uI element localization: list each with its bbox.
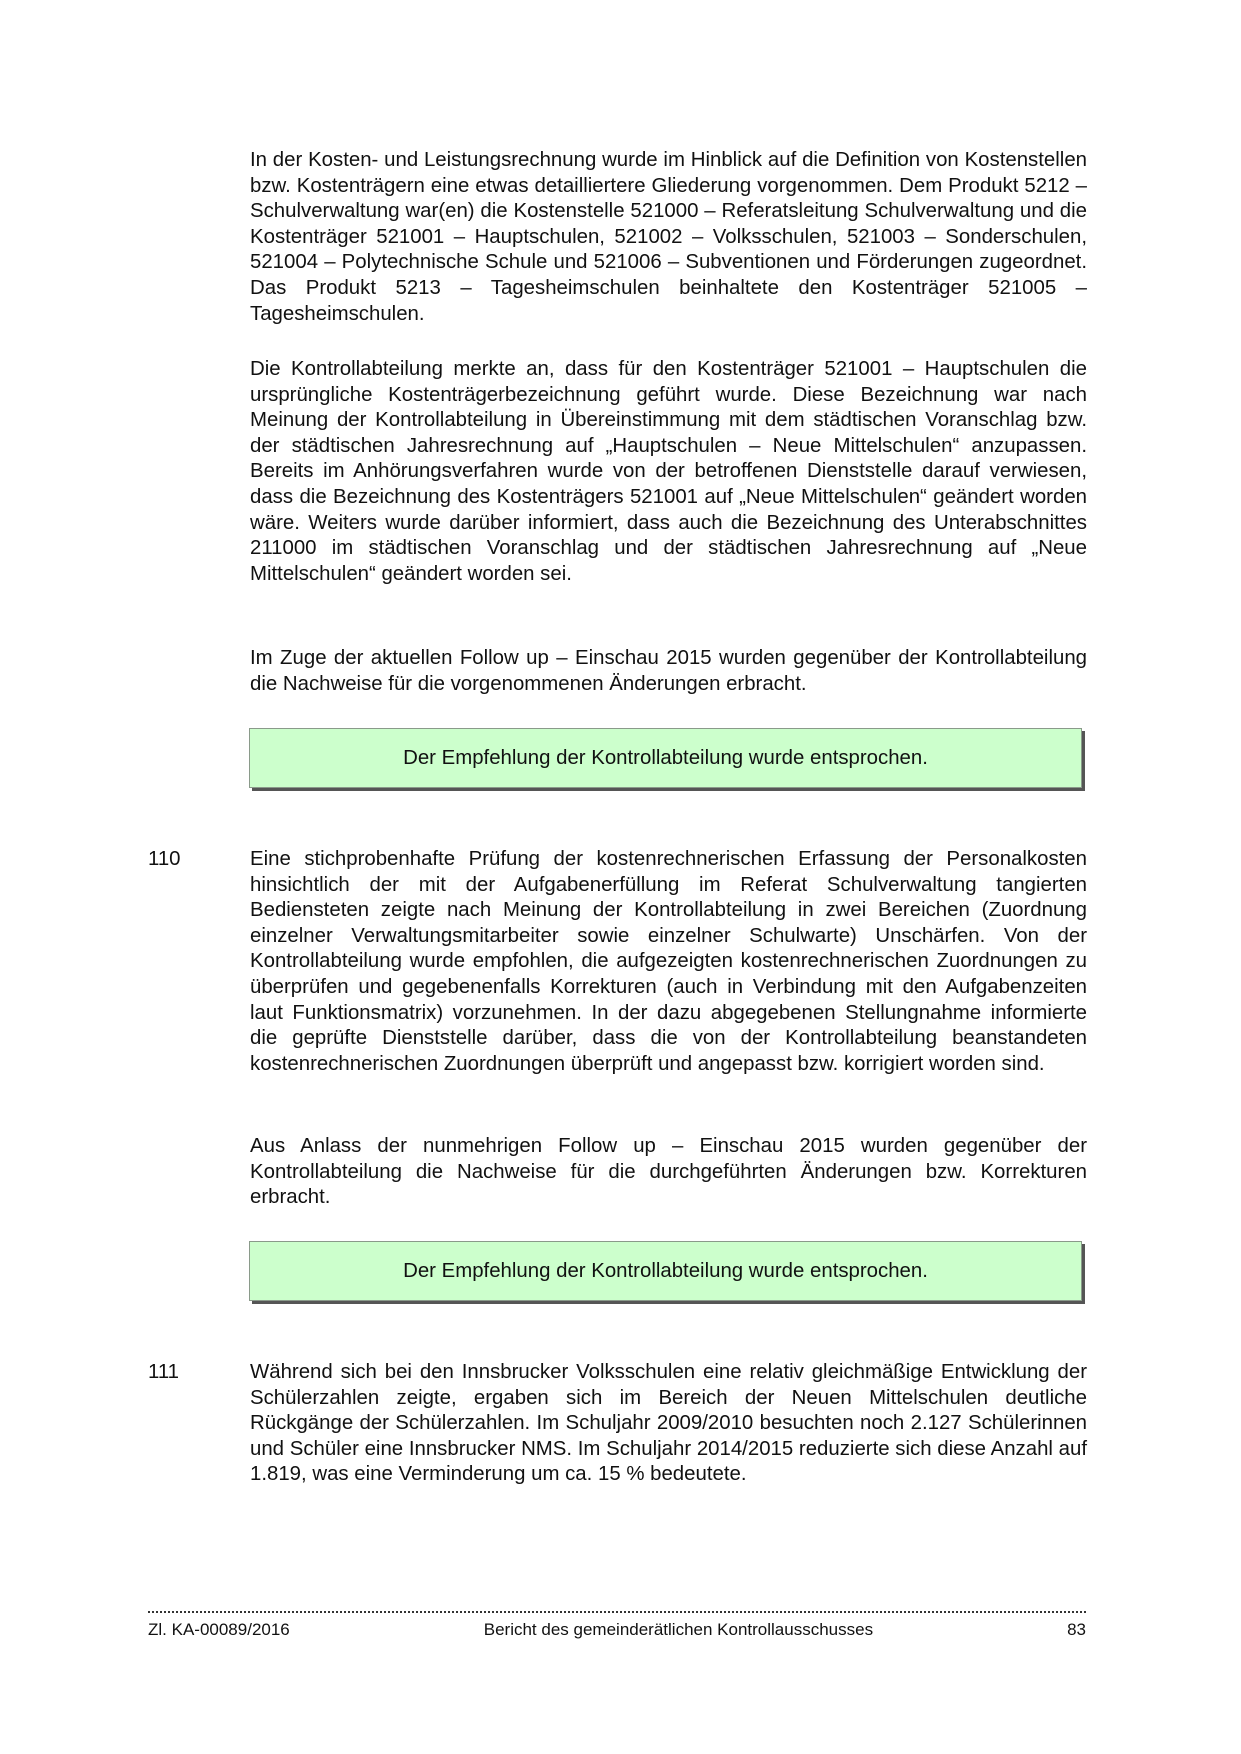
footer-title: Bericht des gemeinderätlichen Kontrollausschusses (483, 1620, 874, 1639)
footer-reference: Zl. KA-00089/2016 (148, 1620, 290, 1639)
recommendation-callout-1: Der Empfehlung der Kontrollabteilung wurde entsprochen. (249, 728, 1082, 788)
paragraph-111: Während sich bei den Innsbrucker Volksschulen eine relativ gleichmäßige Entwicklung der Schülerzahlen zeigte, ergaben sich im Bereich der Neuen Mittelschulen deutliche Rückgänge der Schülerzahlen. Im Schuljahr 2009/2010 besuchten noch 2.127 Schülerinnen und Schüler eine Innsbrucker NMS. Im Schuljahr 2014/2015 reduzierte sich diese Anzahl auf 1.819, was eine Verminderung um ca. 15 % bedeutete. (250, 1361, 1087, 1486)
paragraph-cost-carrier-naming: Die Kontrollabteilung merkte an, dass für den Kostenträger 521001 – Hauptschulen die ursprüngliche Kostenträgerbezeichnung geführt wurde. Diese Bezeichnung war nach Meinung der Kontrollabteilung in Übereinstimmung mit dem städtischen Voranschlag bzw. der städtischen Jahresrechnung auf „Hauptschulen – Neue Mittelschulen“ anzupassen. Bereits im Anhörungsverfahren wurde von der betroffenen Dienststelle darauf verwiesen, dass die Bezeichnung des Kostenträgers 521001 auf „Neue Mittelschulen“ geändert worden wäre. Weiters wurde darüber informiert, dass auch die Bezeichnung des Unterabschnittes 211000 im städtischen Voranschlag und der städtischen Jahresrechnung auf „Neue Mittelschulen“ geändert worden sei. (250, 358, 1087, 585)
section-number-111: 111 (148, 1361, 179, 1383)
footer-page-number: 83 (1067, 1620, 1086, 1639)
page-footer (148, 1620, 1086, 1640)
footer-divider (148, 1611, 1086, 1613)
paragraph-follow-up-1: Im Zuge der aktuellen Follow up – Einschau 2015 wurden gegenüber der Kontrollabteilung die Nachweise für die vorgenommenen Änderungen erbracht. (250, 647, 1087, 695)
recommendation-callout-2: Der Empfehlung der Kontrollabteilung wurde entsprochen. (249, 1241, 1082, 1301)
section-number-110: 110 (148, 848, 181, 870)
paragraph-110: Eine stichprobenhafte Prüfung der kostenrechnerischen Erfassung der Personalkosten hinsichtlich der mit der Aufgabenerfüllung im Referat Schulverwaltung tangierten Bediensteten zeigte nach Meinung der Kontrollabteilung in zwei Bereichen (Zuordnung einzelner Verwaltungsmitarbeiter sowie einzelner Schulwarte) Unschärfen. Von der Kontrollabteilung wurde empfohlen, die aufgezeigten kostenrechnerischen Zuordnungen zu überprüfen und gegebenenfalls Korrekturen (auch in Verbindung mit den Aufgabenzeiten laut Funktionsmatrix) vorzunehmen. In der dazu abgegebenen Stellungnahme informierte die geprüfte Dienststelle darüber, dass die von der Kontrollabteilung beanstandeten kostenrechnerischen Zuordnungen überprüft und angepasst bzw. korrigiert worden sind. (250, 848, 1087, 1075)
paragraph-cost-centers: In der Kosten- und Leistungsrechnung wurde im Hinblick auf die Definition von Kostenstellen bzw. Kostenträgern eine etwas detailliertere Gliederung vorgenommen. Dem Produkt 5212 – Schulverwaltung war(en) die Kostenstelle 521000 – Referatsleitung Schulverwaltung und die Kostenträger 521001 – Hauptschulen, 521002 – Volksschulen, 521003 – Sonderschulen, 521004 – Polytechnische Schule und 521006 – Subventionen und Förderungen zugeordnet. Das Produkt 5213 – Tagesheimschulen beinhaltete den Kostenträger 521005 – Tagesheimschulen. (250, 149, 1087, 325)
paragraph-110-follow-up: Aus Anlass der nunmehrigen Follow up – Einschau 2015 wurden gegenüber der Kontrollabteilung die Nachweise für die durchgeführten Änderungen bzw. Korrekturen erbracht. (250, 1135, 1087, 1209)
